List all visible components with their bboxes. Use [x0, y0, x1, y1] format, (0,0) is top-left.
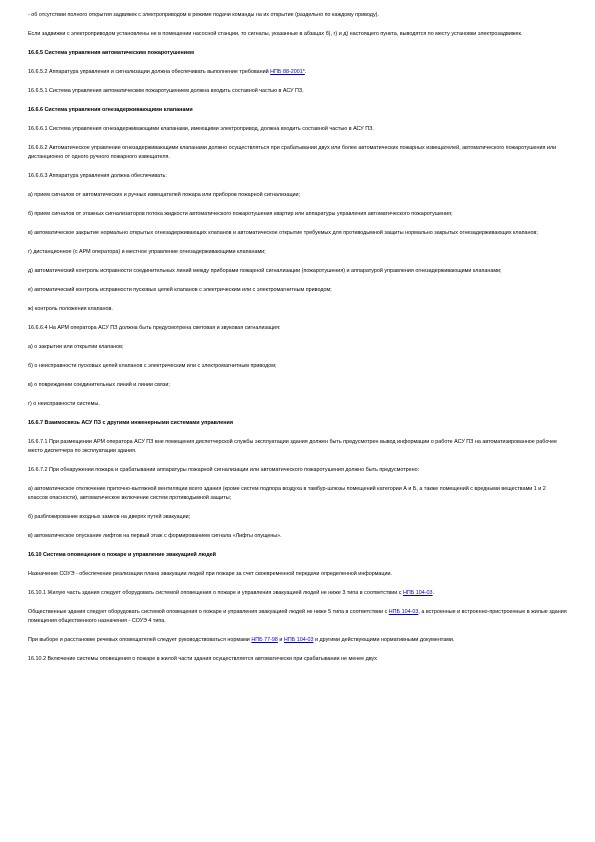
document-link[interactable]: НПБ 104-03 — [402, 590, 433, 596]
paragraph-text: в) автоматическое опускание лифтов на первый этаж с формированием сигнала «Лифты опущены». — [28, 533, 282, 539]
section-heading — [28, 49, 567, 58]
paragraph-text: Общественные здания следует оборудовать системой оповещения о пожаре и управления эвакуацией людей не ниже 5 типа в соответствии с — [28, 609, 389, 615]
paragraph — [28, 267, 567, 276]
paragraph-text: Назначение СОУЭ - обеспечение реализации плана эвакуации людей при пожаре за счет своевременной передачи определенной информации. — [28, 571, 393, 577]
document-link[interactable]: НПБ 88-2001* — [270, 69, 305, 75]
paragraph-text: При выборе и расстановке речевых оповещателей следует руководствоваться нормами — [28, 637, 252, 643]
paragraph — [28, 466, 567, 475]
paragraph — [28, 324, 567, 333]
paragraph — [28, 68, 567, 77]
paragraph — [28, 229, 567, 238]
paragraph — [28, 248, 567, 257]
paragraph-text: и другими действующими нормативными документами. — [313, 637, 455, 643]
paragraph-text: е) автоматический контроль исправности пусковых цепей клапанов с электрическим или с электромагнитным приводом; — [28, 287, 332, 293]
paragraph-text: 16.10.1 Жилую часть здания следует оборудовать системой оповещения о пожаре и управления эвакуацией людей не ниже 3 типа в соответствии с — [28, 590, 403, 596]
section-heading — [28, 419, 567, 428]
paragraph — [28, 589, 567, 598]
section-heading — [28, 106, 567, 115]
paragraph-text: 16.6.6 Система управления огнезадерживающими клапанами — [28, 107, 193, 113]
paragraph-text: 16.6.5.1 Система управления автоматическим пожаротушением должна входить составной частью в АСУ ПЗ. — [28, 88, 304, 94]
paragraph-text: , а встроенные и встроенно-пристроенные в жилые здания помещения общественного назначения - СОУЭ 4 типа. — [28, 609, 567, 624]
paragraph-text: 16.10.2 Включение системы оповещения о пожаре в жилой части здания осуществляется автоматически при срабатывании не менее двух — [28, 656, 377, 662]
paragraph-text: б) разблокирование входных замков на дверях путей эвакуации; — [28, 514, 191, 520]
paragraph-text: Если задвижки с электроприводом установлены не в помещении насосной станции, то сигналы, указанные в абзацах б), г) и д) настоящего пункта, выводятся по месту установки электрозадвижек. — [28, 31, 523, 37]
paragraph — [28, 513, 567, 522]
paragraph-text: 16.10 Система оповещения о пожаре и управление эвакуацией людей — [28, 552, 216, 558]
paragraph-text: б) прием сигналов от этажных сигнализаторов потока жидкости автоматического пожаротушения квартир или аппаратуры управления автоматического пожаротушения; — [28, 211, 453, 217]
paragraph — [28, 485, 567, 503]
document-link[interactable]: НПБ 77-98 — [251, 637, 278, 643]
paragraph-text: . — [304, 69, 307, 75]
paragraph-text: 16.6.6.2 Автоматическое управление огнезадерживающими клапанами должно осуществляться при срабатывании двух или более автоматических пожарных извещателей, автоматического пожаротушения или дистанционно от одного ручного пожарного извещателя. — [28, 145, 557, 160]
paragraph-text: а) автоматическое отключение приточно-вытяжной вентиляции всего здания (кроме систем подпора воздуха в тамбур-шлюзы помещений категории А и Б, а также помещений с вредными веществами 1 и 2 классов опасности), автоматическое включение систем противодымной защиты; — [28, 486, 546, 501]
paragraph-text: ж) контроль положения клапанов. — [28, 306, 113, 312]
document-link[interactable]: НПБ 104-03 — [283, 637, 314, 643]
paragraph-text: г) дистанционное (с АРМ оператора) и местное управление огнезадерживающими клапанами; — [28, 249, 266, 255]
paragraph — [28, 608, 567, 626]
paragraph-text: 16.6.6.3 Аппаратура управления должна обеспечивать: — [28, 173, 167, 179]
paragraph-text: в) о повреждении соединительных линий и линии связи; — [28, 382, 170, 388]
paragraph — [28, 438, 567, 456]
paragraph-text: а) прием сигналов от автоматических и ручных извещателей пожара или приборов пожарной сигнализации; — [28, 192, 301, 198]
paragraph-text: 16.6.7.2 При обнаружении пожара и срабатывании аппаратуры пожарной сигнализации или автоматического пожаротушения должно быть предусмотрено: — [28, 467, 420, 473]
paragraph — [28, 30, 567, 39]
paragraph — [28, 305, 567, 314]
paragraph-text: 16.6.7 Взаимосвязь АСУ ПЗ с другими инженерными системами управления — [28, 420, 233, 426]
paragraph-text: - об отсутствии полного открытия задвижек с электроприводом в режиме подачи команды на их открытие (раздельно по каждому приводу). — [28, 12, 379, 18]
paragraph-text: 16.6.7.1 При размещении АРМ оператора АСУ ПЗ вне помещения диспетчерской службы эксплуатации здания должен быть предусмотрен вывод информации о работе АСУ ПЗ на автоматизированное рабочее место диспетчера по эксплуатации здания. — [28, 439, 558, 454]
paragraph — [28, 400, 567, 409]
paragraph — [28, 125, 567, 134]
section-heading — [28, 551, 567, 560]
paragraph — [28, 11, 567, 20]
paragraph-text: и — [277, 637, 284, 643]
paragraph — [28, 381, 567, 390]
paragraph — [28, 362, 567, 371]
paragraph-text: д) автоматический контроль исправности соединительных линий между приборами пожарной сигнализации (пожаротушения) и аппаратурой управления огнезадерживающими клапанами; — [28, 268, 502, 274]
paragraph-text: а) о закрытии или открытии клапанов; — [28, 344, 124, 350]
paragraph — [28, 532, 567, 541]
paragraph — [28, 286, 567, 295]
paragraph-text: б) о неисправности пусковых цепей клапанов с электрическим или с электромагнитным приводом; — [28, 363, 277, 369]
paragraph — [28, 343, 567, 352]
paragraph — [28, 191, 567, 200]
paragraph — [28, 570, 567, 579]
paragraph — [28, 210, 567, 219]
paragraph — [28, 144, 567, 162]
paragraph-text: 16.6.6.1 Система управления огнезадерживающими клапанами, имеющими электропривод, должна входить составной частью в АСУ ПЗ. — [28, 126, 374, 132]
paragraph-text: 16.6.5 Система управления автоматическим пожаротушением — [28, 50, 195, 56]
document-link[interactable]: НПБ 104-03 — [388, 609, 419, 615]
paragraph-text: . — [432, 590, 435, 596]
paragraph — [28, 636, 567, 645]
paragraph-text: в) автоматическое закрытие нормально открытых огнезадерживающих клапанов и автоматическое открытие требуемых для противодымной защиты нормально закрытых огнезадерживающих клапанов; — [28, 230, 538, 236]
paragraph-text: 16.6.6.4 На АРМ оператора АСУ ПЗ должна быть предусмотрена световая и звуковая сигнализация: — [28, 325, 281, 331]
paragraph-text: 16.6.5.2 Аппаратура управления и сигнализации должна обеспечивать выполнение требований — [28, 69, 271, 75]
paragraph — [28, 655, 567, 664]
paragraph-text: г) о неисправности системы. — [28, 401, 100, 407]
paragraph — [28, 87, 567, 96]
paragraph — [28, 172, 567, 181]
